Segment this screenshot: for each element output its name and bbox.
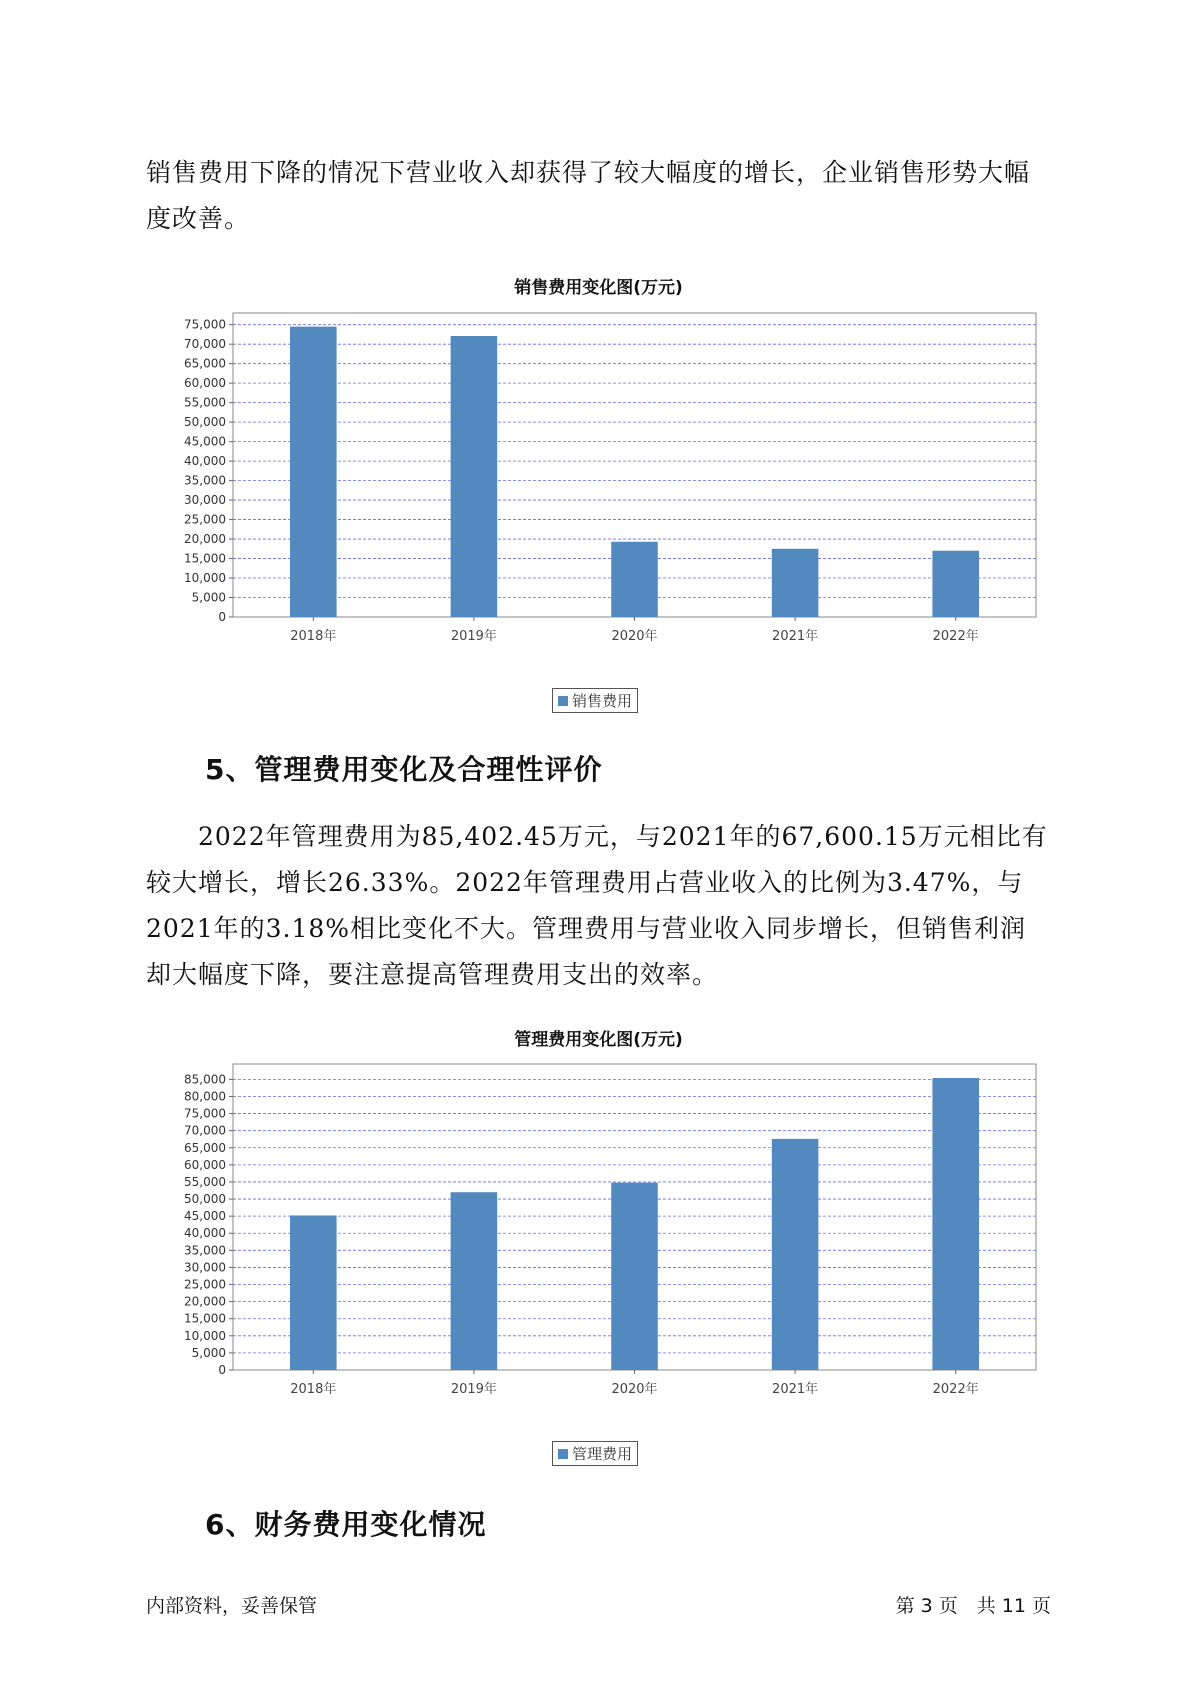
x-tick-label: 2019年 (450, 1382, 497, 1397)
bar (932, 1078, 979, 1370)
y-tick-label: 75,000 (184, 1106, 226, 1121)
y-tick-label: 30,000 (184, 493, 226, 508)
y-tick-label: 15,000 (184, 1311, 226, 1326)
y-tick-label: 50,000 (184, 1192, 226, 1207)
section-6-heading: 6、财务费用变化情况 (205, 1508, 487, 1541)
y-tick-label: 20,000 (184, 1294, 226, 1309)
bar (290, 327, 337, 617)
y-tick-label: 75,000 (184, 317, 226, 332)
chart-title: 管理费用变化图(万元) (514, 1030, 683, 1050)
y-tick-label: 70,000 (184, 337, 226, 352)
y-tick-label: 40,000 (184, 454, 226, 469)
bar (451, 336, 498, 617)
bar (611, 542, 658, 617)
legend-swatch (558, 696, 568, 706)
chart-legend (552, 1441, 638, 1466)
y-tick-label: 60,000 (184, 376, 226, 391)
y-tick-label: 0 (218, 1363, 226, 1377)
chart-title: 销售费用变化图(万元) (514, 278, 683, 298)
legend-label: 管理费用 (572, 1445, 633, 1463)
legend-swatch (558, 1449, 568, 1459)
section-5-heading: 5、管理费用变化及合理性评价 (205, 753, 603, 786)
x-tick-label: 2018年 (290, 1382, 337, 1397)
y-tick-label: 35,000 (184, 473, 226, 488)
x-tick-label: 2018年 (290, 629, 337, 644)
y-tick-label: 65,000 (184, 356, 226, 371)
y-tick-label: 35,000 (184, 1243, 226, 1258)
x-tick-label: 2021年 (772, 629, 819, 644)
y-tick-label: 70,000 (184, 1123, 226, 1138)
x-tick-label: 2019年 (450, 629, 497, 644)
y-tick-label: 25,000 (184, 512, 226, 527)
y-tick-label: 20,000 (184, 532, 226, 547)
y-tick-label: 55,000 (184, 395, 226, 410)
y-tick-label: 85,000 (184, 1072, 226, 1087)
x-tick-label: 2020年 (611, 1382, 658, 1397)
chart-legend (552, 688, 638, 713)
footer-confidential: 内部资料，妥善保管 (146, 1595, 318, 1617)
sales-expense-chart (146, 305, 1051, 665)
bar (290, 1215, 337, 1370)
x-tick-label: 2021年 (772, 1382, 819, 1397)
bar (772, 549, 819, 617)
x-tick-label: 2020年 (611, 629, 658, 644)
y-tick-label: 25,000 (184, 1277, 226, 1292)
y-tick-label: 65,000 (184, 1140, 226, 1155)
y-tick-label: 60,000 (184, 1157, 226, 1172)
y-tick-label: 5,000 (191, 590, 226, 605)
y-tick-label: 5,000 (191, 1345, 226, 1360)
y-tick-label: 0 (218, 610, 226, 624)
y-tick-label: 10,000 (184, 571, 226, 586)
bar (611, 1183, 658, 1370)
y-tick-label: 45,000 (184, 1209, 226, 1224)
admin-expense-chart (146, 1056, 1051, 1418)
y-tick-label: 40,000 (184, 1226, 226, 1241)
y-tick-label: 45,000 (184, 434, 226, 449)
bar (772, 1139, 819, 1370)
section-5-paragraph: 2022年管理费用为85,402.45万元，与2021年的67,600.15万元相比有较大增长，增长26.33%。2022年管理费用占营业收入的比例为3.47%，与2021年的3.18%相比变化不大。管理费用与营业收入同步增长，但销售利润却大幅度下降，要注意提高管理费用支出的效率。 (146, 822, 1048, 989)
y-tick-label: 80,000 (184, 1089, 226, 1104)
bar (932, 551, 979, 617)
bar (451, 1192, 498, 1370)
y-tick-label: 30,000 (184, 1260, 226, 1275)
y-tick-label: 10,000 (184, 1328, 226, 1343)
legend-label: 销售费用 (572, 692, 633, 710)
x-tick-label: 2022年 (932, 629, 979, 644)
intro-paragraph: 销售费用下降的情况下营业收入却获得了较大幅度的增长，企业销售形势大幅度改善。 (146, 158, 1031, 233)
footer-page-number: 第 3 页 共 11 页 (895, 1595, 1051, 1617)
y-tick-label: 15,000 (184, 551, 226, 566)
x-tick-label: 2022年 (932, 1382, 979, 1397)
y-tick-label: 50,000 (184, 415, 226, 430)
y-tick-label: 55,000 (184, 1174, 226, 1189)
